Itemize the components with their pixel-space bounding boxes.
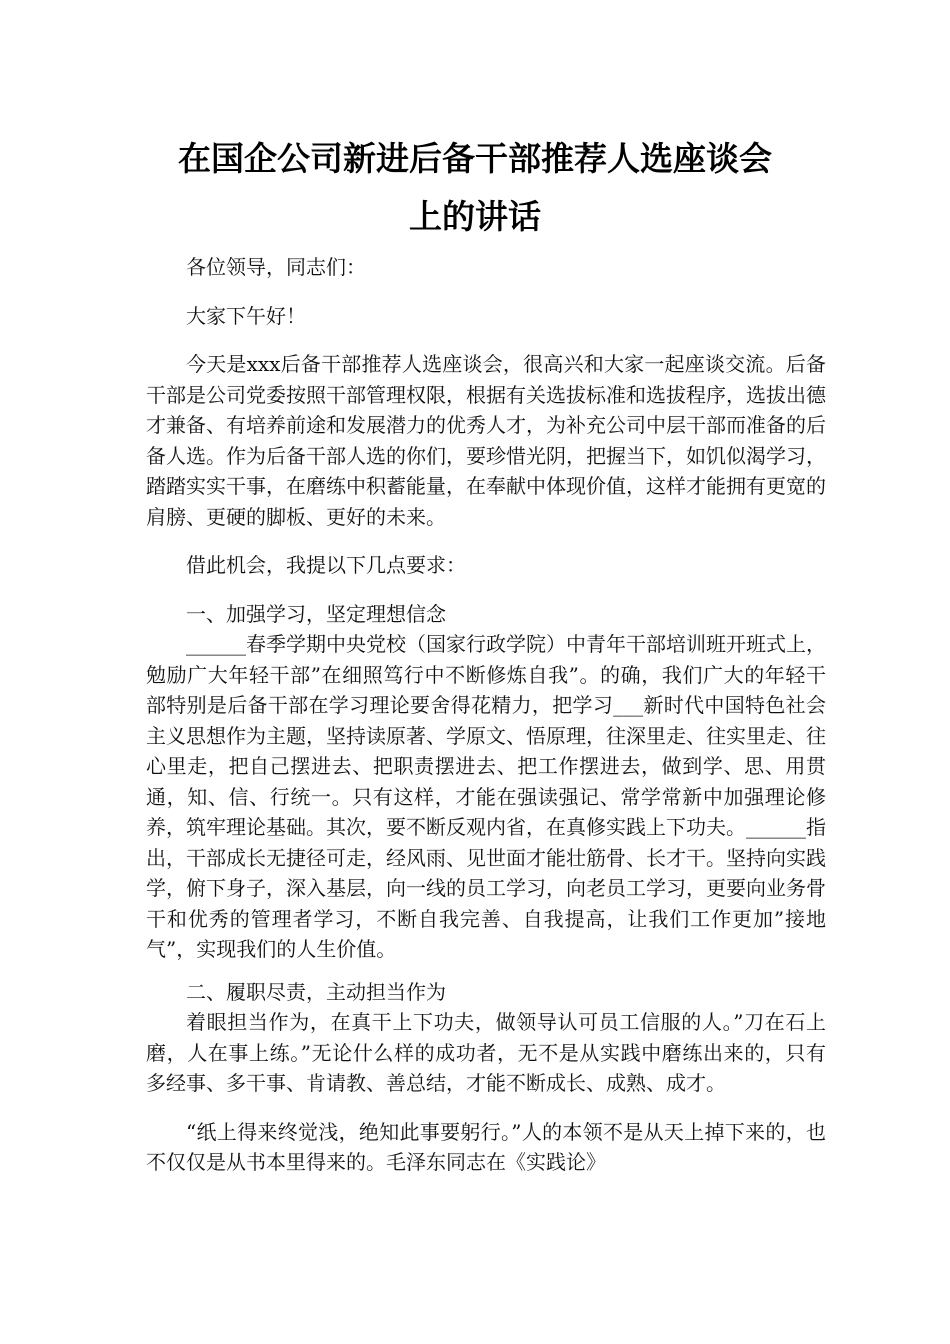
salutation: 各位领导，同志们：	[186, 255, 366, 279]
paragraph-section-2: 着眼担当作为，在真干上下功夫，做领导认可员工信服的人。”刀在石上磨，人在事上练。”无论什么样的成功者，无不是从实践中磨练出来的，只有多经事、多干事、肯请教、善总结，才能不断成长、成熟、成才。	[146, 1010, 826, 1095]
paragraph-quote: “纸上得来终觉浅，绝知此事要躬行。”人的本领不是从天上掉下来的，也不仅仅是从书本里得来的。毛泽东同志在《实践论》	[146, 1119, 826, 1174]
paragraph-requirements: 借此机会，我提以下几点要求：	[186, 553, 466, 577]
paragraph-section-1: ______春季学期中央党校（国家行政学院）中青年干部培训班开班式上，勉励广大年轻干部”在细照笃行中不断修炼自我”。的确，我们广大的年轻干部特别是后备干部在学习理论要舍得花精力，把学习___新时代中国特色社会主义思想作为主题，坚持读原著、学原文、悟原理，往深里走、往实里走、往心里走，把自己摆进去、把职责摆进去、把工作摆进去，做到学、思、用贯通，知、信、行统一。只有这样，才能在强读强记、常学常新中加强理论修养，筑牢理论基础。其次，要不断反观内省，在真修实践上下功夫。______指出，干部成长无捷径可走，经风雨、见世面才能壮筋骨、长才干。坚持向实践学，俯下身子，深入基层，向一线的员工学习，向老员工学习，更要向业务骨干和优秀的管理者学习，不断自我完善、自我提高，让我们工作更加”接地气”，实现我们的人生价值。	[146, 632, 826, 961]
title-line-1: 在国企公司新进后备干部推荐人选座谈会	[178, 139, 772, 178]
section-heading-2: 二、履职尽责，主动担当作为	[186, 979, 446, 1004]
section-heading-1: 一、加强学习，坚定理想信念	[186, 601, 446, 626]
greeting: 大家下午好！	[186, 303, 306, 328]
document-body	[146, 252, 826, 1178]
document-title	[120, 130, 830, 246]
paragraph-intro: 今天是xxx后备干部推荐人选座谈会，很高兴和大家一起座谈交流。后备干部是公司党委按照干部管理权限，根据有关选拔标准和选拔程序，选拔出德才兼备、有培养前途和发展潜力的优秀人才，为补充公司中层干部而准备的后备人选。作为后备干部人选的你们，要珍惜光阴，把握当下，如饥似渴学习，踏踏实实干事，在磨练中积蓄能量，在奉献中体现价值，这样才能拥有更宽的肩膀、更硬的脚板、更好的未来。	[146, 352, 826, 529]
title-line-2: 上的讲话	[409, 197, 541, 236]
